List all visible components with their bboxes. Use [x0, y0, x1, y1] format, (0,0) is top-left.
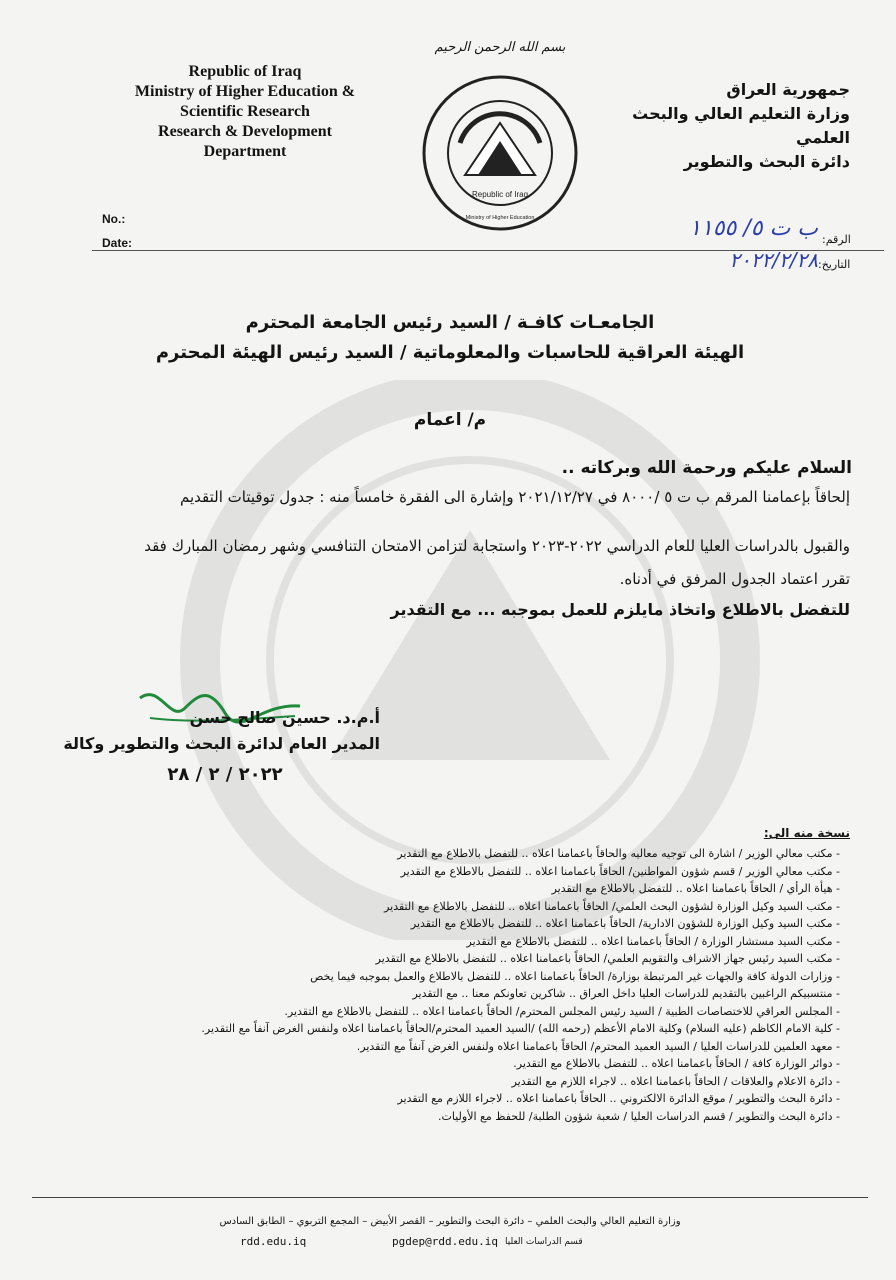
body-paragraph-line: إلحاقاً بإعمامنا المرقم ب ت ٥ /٨٠٠٠ في ٢٠٢١/١٢/٢٧ وإشارة الى الفقرة خامساً منه : جدول توقيتات التقديم [180, 488, 850, 506]
body-paragraph-line: والقبول بالدراسات العليا للعام الدراسي ٢٠٢٢-٢٠٢٣ واستجابة لتزامن الامتحان التنافسي وشهر رمضان المبارك فقد [144, 537, 850, 555]
body-paragraph-line: تقرر اعتماد الجدول المرفق في أدناه. [619, 570, 850, 588]
addressee-line: الهيئة العراقية للحاسبات والمعلوماتية / السيد رئيس الهيئة المحترم [155, 342, 745, 363]
copy-recipient: - دائرة البحث والتطوير / قسم الدراسات العليا / شعبة شؤون الطلبة/ للحفظ مع الأوليات. [80, 1108, 840, 1126]
signer-name: أ.م.د. حسين صالح حسن [189, 708, 380, 727]
header-english-line: Republic of Iraq [188, 63, 302, 80]
header-english-line: Department [203, 143, 287, 160]
date-label: Date: [102, 236, 133, 250]
copy-recipient: - مكتب السيد وكيل الوزارة للشؤون الادارية/ الحاقاً باعمامنا اعلاه .. للتفضل بالاطلاع مع التقدير [80, 915, 840, 933]
copy-recipient: - دائرة الاعلام والعلاقات / الحاقاً باعمامنا اعلاه .. لاجراء اللازم مع التقدير [80, 1073, 840, 1091]
footer-email: pgdep@rdd.edu.iq [392, 1235, 498, 1248]
copy-recipient: - مكتب السيد رئيس جهاز الاشراف والتقويم العلمي/ الحاقاً باعمامنا اعلاه .. للتفضل بالاطلاع مع التقدير [80, 950, 840, 968]
copy-recipient: - معهد العلمين للدراسات العليا / السيد العميد المحترم/ الحاقاً باعمامنا اعلاه ولنفس الغرض آنفاً مع التقدير. [80, 1038, 840, 1056]
number-label: No.: [102, 212, 126, 226]
copies-list [80, 845, 840, 1125]
copies-heading: نسخة منه الى: [763, 826, 850, 840]
header-arabic-line: جمهورية العراق [726, 80, 850, 99]
bismillah-text: بسم الله الرحمن الرحيم [434, 40, 566, 55]
header-arabic-line: وزارة التعليم العالي والبحث العلمي [632, 104, 850, 147]
svg-text:Ministry of Higher Education: Ministry of Higher Education [465, 215, 535, 221]
date-label-arabic: التاريخ: [818, 258, 851, 271]
copy-recipient: - مكتب السيد مستشار الوزارة / الحاقاً باعمامنا اعلاه .. للتفضل بالاطلاع مع التقدير [80, 933, 840, 951]
copy-recipient: - دوائر الوزارة كافة / الحاقاً باعمامنا اعلاه .. للتفضل بالاطلاع مع التقدير. [80, 1055, 840, 1073]
reference-number: ب ت ٥/ ١١٥٥ [689, 216, 818, 241]
copy-recipient: - المجلس العراقي للاختصاصات الطبية / السيد رئيس المجلس المحترم/ الحاقاً باعمامنا اعلاه .. للتفضل بالاطلاع مع التقدير. [80, 1003, 840, 1021]
header-english-line: Research & Development [158, 123, 332, 140]
copy-recipient: - مكتب معالي الوزير / اشارة الى توجيه معاليه والحاقاً باعمامنا اعلاه .. للتفضل بالاطلاع مع التقدير [80, 845, 840, 863]
copy-recipient: - هيأة الرأي / الحاقاً باعمامنا اعلاه .. للتفضل بالاطلاع مع التقدير [80, 880, 840, 898]
addressee-line: الجامعـات كافـة / السيد رئيس الجامعة المحترم [245, 312, 655, 333]
header-english-line: Ministry of Higher Education & [134, 83, 356, 100]
header-arabic [590, 78, 850, 174]
signature-date: ٢٠٢٢ / ٢ / ٢٨ [167, 764, 283, 785]
subject-line: م/ اعمام [413, 410, 487, 430]
svg-text:Republic of Iraq: Republic of Iraq [471, 190, 529, 199]
closing-line: للتفضل بالاطلاع واتخاذ مايلزم للعمل بموجبه ... مع التقدير [390, 600, 850, 619]
header-arabic-line: دائرة البحث والتطوير [683, 152, 850, 171]
footer-department: قسم الدراسات العليا [505, 1237, 583, 1247]
copy-recipient: - مكتب معالي الوزير / قسم شؤون المواطنين/ الحاقاً باعمامنا اعلاه .. للتفضل بالاطلاع مع التقدير [80, 863, 840, 881]
ministry-seal-logo [420, 73, 580, 233]
document-date: ٢٠٢٢/٢/٢٨ [729, 248, 818, 272]
copy-recipient: - مكتب السيد وكيل الوزارة لشؤون البحث العلمي/ الحاقاً باعمامنا اعلاه .. للتفضل بالاطلاع مع التقدير [80, 898, 840, 916]
header-english-line: Scientific Research [180, 103, 310, 120]
copy-recipient: - منتسبيكم الراغبين بالتقديم للدراسات العليا داخل العراق .. شاكرين تعاونكم معنا .. مع التقدير [80, 985, 840, 1003]
ref-label-arabic: الرقم: [822, 233, 851, 246]
header-english [110, 62, 380, 162]
footer-divider [32, 1197, 868, 1198]
footer-address: وزارة التعليم العالي والبحث العلمي – دائرة البحث والتطوير – القصر الأبيض – المجمع التربوي – الطابق السادس [219, 1216, 681, 1227]
copy-recipient: - كلية الامام الكاظم (عليه السلام) وكلية الامام الأعظم (رحمه الله) /السيد العميد المحترم/الحاقاً باعمامنا اعلاه ولنفس الغرض آنفاً مع التقدير. [80, 1020, 840, 1038]
signer-title: المدير العام لدائرة البحث والتطوير وكالة [63, 734, 380, 753]
copy-recipient: - دائرة البحث والتطوير / موقع الدائرة الالكتروني .. الحاقاً باعمامنا اعلاه .. لاجراء اللازم مع التقدير [80, 1090, 840, 1108]
greeting: السلام عليكم ورحمة الله وبركاته .. [561, 458, 852, 478]
header-divider [92, 250, 884, 251]
copy-recipient: - وزارات الدولة كافة والجهات غير المرتبطة بوزارة/ الحاقاً باعمامنا اعلاه .. للتفضل بالاطلاع والعمل بموجبه فيما يخص [80, 968, 840, 986]
footer-website: rdd.edu.iq [240, 1235, 307, 1248]
